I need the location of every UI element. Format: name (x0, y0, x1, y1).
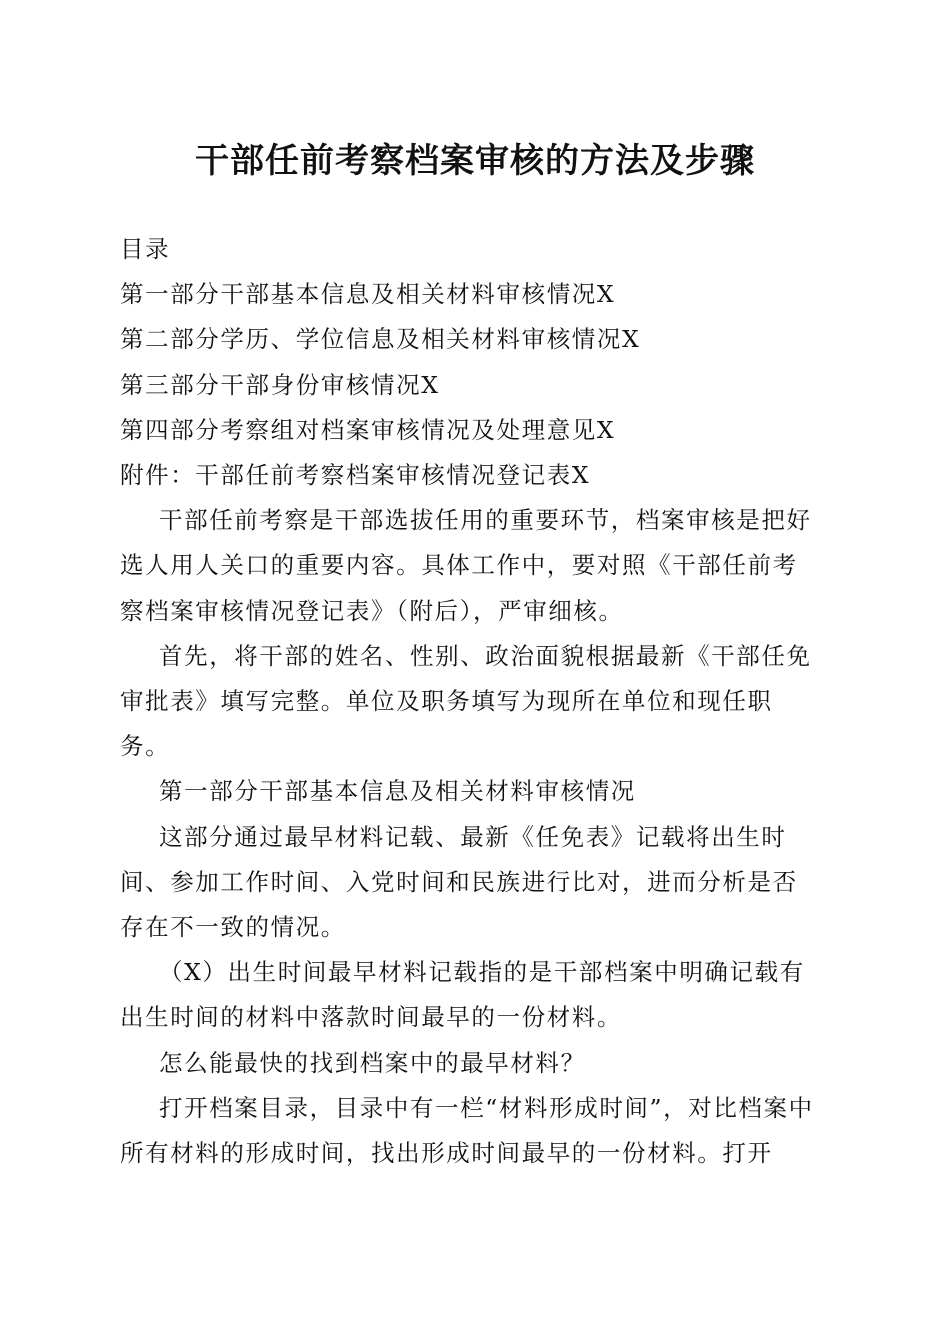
body-paragraph: 打开档案目录，目录中有一栏“材料形成时间”，对比档案中所有材料的形成时间，找出形成时间最早的一份材料。打开 (120, 1093, 814, 1168)
toc-heading: 目录 (120, 235, 171, 263)
section-heading: 第一部分干部基本信息及相关材料审核情况 (159, 777, 636, 806)
body-paragraph: 这部分通过最早材料记载、最新《任免表》记载将出生时间、参加工作时间、入党时间和民族进行比对，进而分析是否存在不一致的情况。 (120, 822, 798, 942)
toc-item: 第二部分学历、学位信息及相关材料审核情况X (120, 325, 641, 354)
body-paragraph: 怎么能最快的找到档案中的最早材料？ (159, 1048, 586, 1077)
toc-item: 第四部分考察组对档案审核情况及处理意见X (120, 415, 616, 444)
toc-item: 附件：干部任前考察档案审核情况登记表X (120, 461, 591, 490)
body-paragraph: （X）出生时间最早材料记载指的是干部档案中明确记载有出生时间的材料中落款时间最早的一份材料。 (120, 958, 805, 1032)
toc-item: 第一部分干部基本信息及相关材料审核情况X (120, 280, 616, 309)
document-title: 干部任前考察档案审核的方法及步骤 (195, 141, 755, 181)
toc-item: 第三部分干部身份审核情况X (120, 370, 440, 399)
body-paragraph: 首先，将干部的姓名、性别、政治面貌根据最新《干部任免审批表》填写完整。单位及职务填写为现所在单位和现任职务。 (120, 641, 812, 761)
document-body (120, 227, 822, 1176)
body-paragraph: 干部任前考察是干部选拔任用的重要环节，档案审核是把好选人用人关口的重要内容。具体工作中，要对照《干部任前考察档案审核情况登记表》（附后），严审细核。 (120, 506, 812, 625)
